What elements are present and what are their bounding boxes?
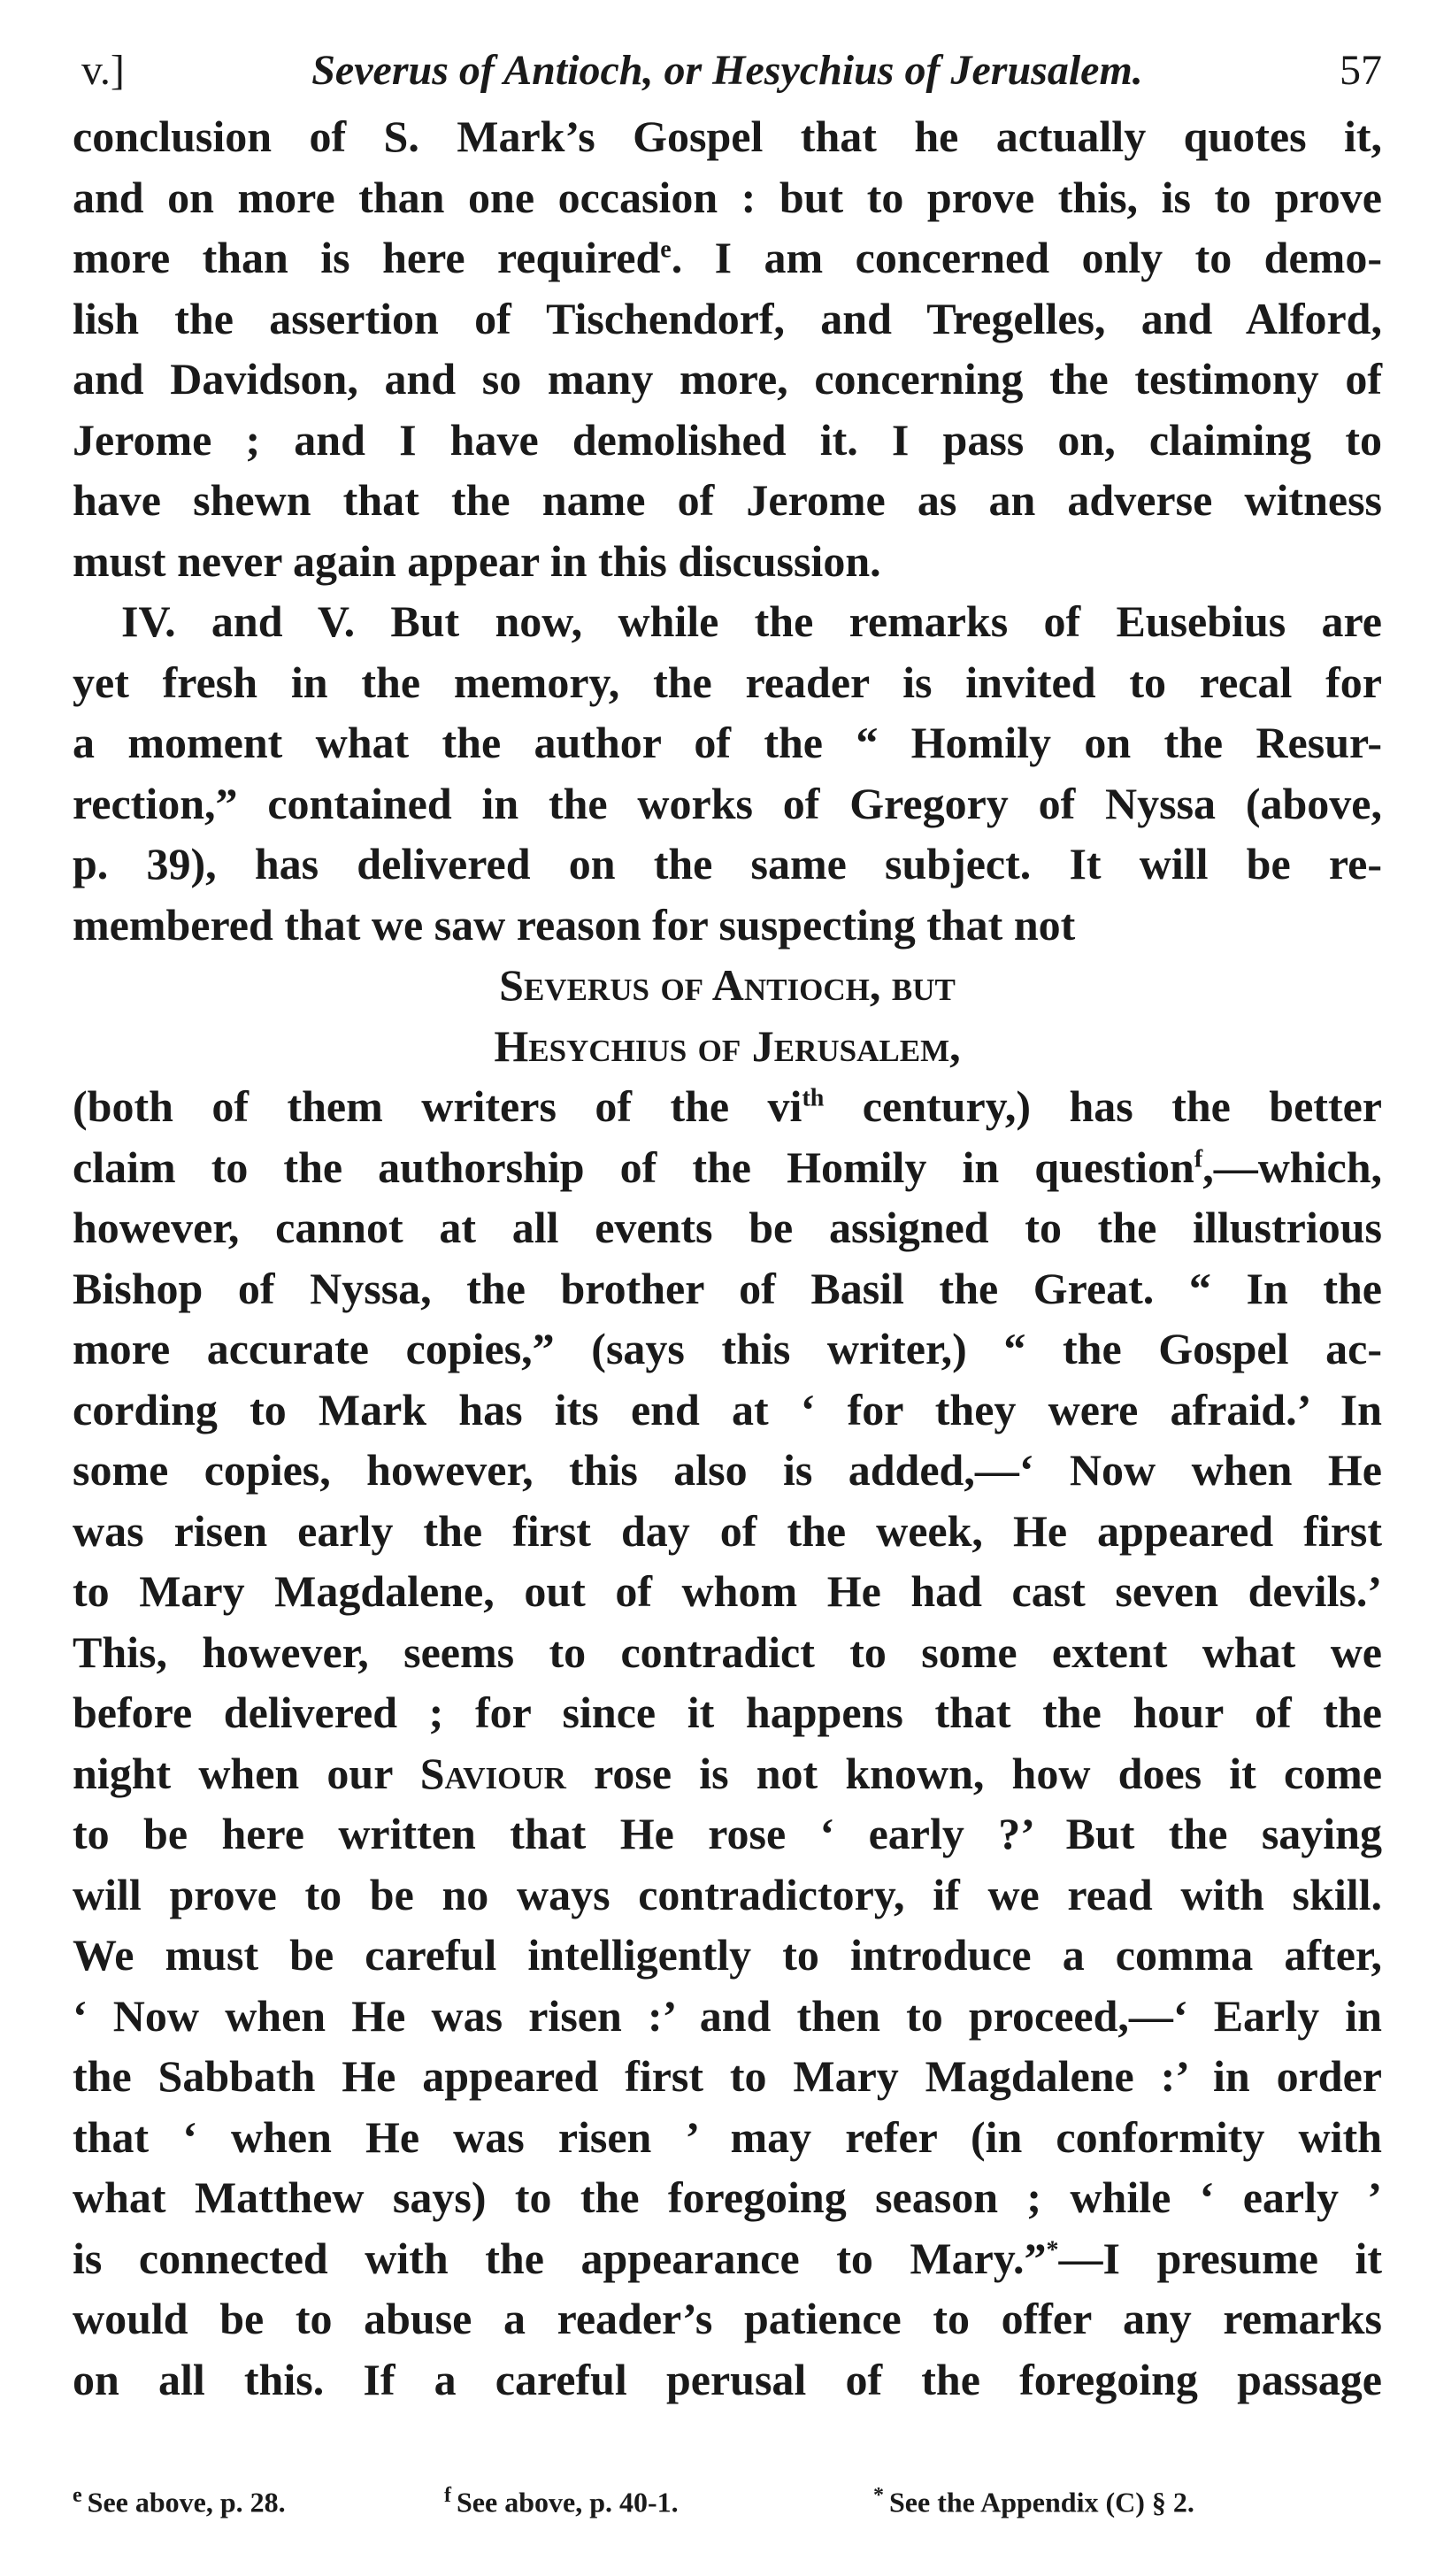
footnote: $^f$ See above, p. 40-1. <box>444 2484 679 2518</box>
text-line: yet fresh in the memory, the reader is invited to recal for <box>73 657 1382 707</box>
text-line: that ‘ when He was risen ’ may refer (in conformity with <box>73 2111 1382 2162</box>
text-line: ‘ Now when He was risen :’ and then to proceed,—‘ Early in <box>73 1990 1382 2041</box>
text-line: conclusion of S. Mark’s Gospel that he actually quotes it, <box>73 111 1382 161</box>
footnote-ref: f <box>1194 1144 1203 1173</box>
text-line: and Davidson, and so many more, concerning the testimony of <box>73 354 1382 404</box>
text-line: must never again appear in this discussion. <box>73 535 881 586</box>
small-caps-word: Saviour <box>419 1748 566 1798</box>
text-line: more accurate copies,” (says this writer,) “ the Gospel ac- <box>73 1324 1382 1373</box>
footnote-mark: f <box>444 2484 451 2507</box>
text-line: Bishop of Nyssa, the brother of Basil the Great. “ In the <box>73 1263 1382 1313</box>
text-line: and on more than one occasion : but to prove this, is to prove <box>73 172 1382 222</box>
text-line: lish the assertion of Tischendorf, and Tregelles, and Alford, <box>73 293 1382 343</box>
text-line: on all this. If a careful perusal of the foregoing passage <box>73 2354 1382 2404</box>
text-line: (both of them writers of the $vi^{th}$ century,) has the better <box>73 1081 1382 1131</box>
text-line: what Matthew says) to the foregoing season ; while ‘ early ’ <box>73 2172 1382 2222</box>
text-line: would be to abuse a reader’s patience to offer any remarks <box>73 2294 1382 2343</box>
footnote-ref: * <box>1046 2235 1059 2264</box>
text-line: to be here written that He rose ‘ early ?’ But the saying <box>73 1809 1382 1858</box>
text-line: claim to the authorship of the Homily in question$^f$,—which, <box>73 1142 1382 1192</box>
text-line: cording to Mark has its end at ‘ for they were afraid.’ In <box>73 1384 1382 1434</box>
centered-name: Severus of Antioch, but <box>499 960 956 1010</box>
text-line: p. 39), has delivered on the same subject. It will be re- <box>73 839 1382 888</box>
text-line: some copies, however, this also is added,—‘ Now when He <box>73 1445 1382 1495</box>
text-line: This, however, seems to contradict to some extent what we <box>73 1626 1382 1677</box>
text-line: however, cannot at all events be assigned to the illustrious <box>73 1203 1382 1252</box>
text-line: rection,” contained in the works of Gregory of Nyssa (above, <box>73 778 1382 828</box>
footnote-ref: e <box>660 235 672 264</box>
running-header <box>73 35 1382 106</box>
body-text <box>73 106 1382 2410</box>
book-page <box>73 35 1382 2410</box>
footnote: * See the Appendix (C) § 2. <box>873 2484 1194 2518</box>
superscript: th <box>802 1084 825 1112</box>
text-line: a moment what the author of the “ Homily on the Resur- <box>73 718 1382 767</box>
page-number: 57 <box>1340 47 1382 94</box>
text-line: membered that we saw reason for suspecting that not <box>73 899 1076 950</box>
text-line: to Mary Magdalene, out of whom He had cast seven devils.’ <box>73 1566 1382 1616</box>
section-marker: v.] <box>81 47 125 94</box>
footnote-mark: * <box>873 2484 884 2507</box>
running-title: Severus of Antioch, or Hesychius of Jerusalem. <box>311 47 1143 94</box>
text-line: before delivered ; for since it happens that the hour of the <box>73 1688 1382 1737</box>
text-line: We must be careful intelligently to introduce a comma after, <box>73 1930 1382 1980</box>
text-line: is connected with the appearance to Mary.”*—I presume it <box>73 2233 1382 2283</box>
centered-name: Hesychius of Jerusalem, <box>494 1020 961 1071</box>
text-line: will prove to be no ways contradictory, if we read with skill. <box>73 1869 1382 1919</box>
text-line: more than is here required$^e$. I am concerned only to demo- <box>73 233 1382 282</box>
footnote: $^e$ See above, p. 28. <box>73 2484 286 2518</box>
text-line: Jerome ; and I have demolished it. I pass on, claiming to <box>73 414 1382 465</box>
text-line: IV. and V. But now, while the remarks of Eusebius are <box>121 596 1382 646</box>
text-line: have shewn that the name of Jerome as an adverse witness <box>73 475 1382 525</box>
text-line: was risen early the first day of the week, He appeared first <box>73 1505 1382 1556</box>
text-line: the Sabbath He appeared first to Mary Magdalene :’ in order <box>73 2051 1382 2101</box>
text-line: night when our Saviour rose is not known, how does it come <box>73 1748 1383 1798</box>
footnote-mark: e <box>73 2484 82 2507</box>
